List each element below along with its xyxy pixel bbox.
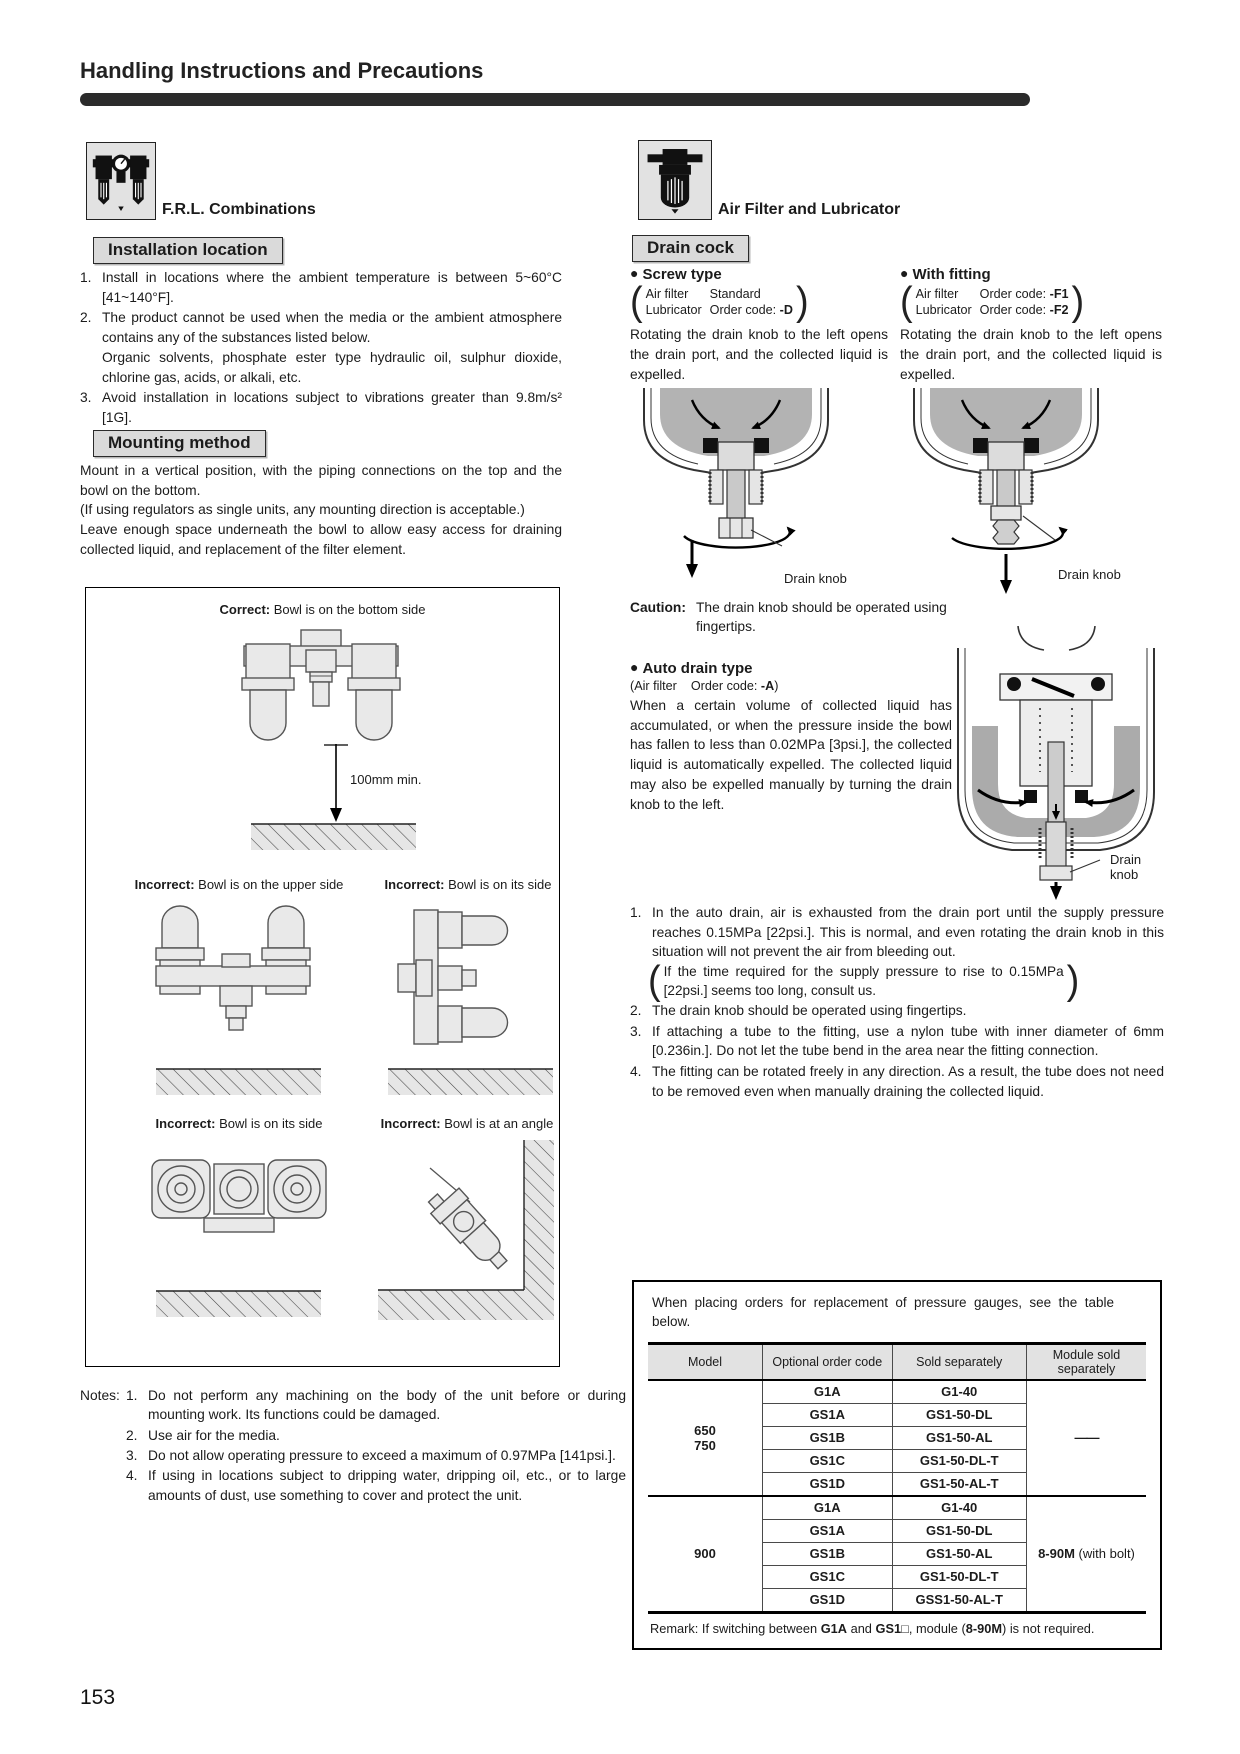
installation-location-heading: Installation location [93, 237, 283, 264]
note-item [630, 1062, 1164, 1101]
frl-upside-down-illustration [134, 904, 344, 1052]
floor-hatch [156, 1068, 321, 1095]
note-number: 4. [630, 1064, 642, 1079]
part-cell: GS1-50-AL [892, 1542, 1026, 1565]
gauge-replacement-box [632, 1280, 1162, 1650]
figure-caption-incorrect-side: Incorrect: Bowl is on its side [384, 877, 552, 892]
module-cell: —— [1026, 1380, 1146, 1496]
screw-order-codes: ( Air filter Standard Lubricator Order code: -D ) [630, 279, 809, 325]
part-cell: GSS1-50-AL-T [892, 1588, 1026, 1612]
column-header-model: Model [648, 1343, 763, 1380]
note-item [126, 1386, 626, 1425]
with-fitting-block [900, 266, 1162, 600]
note-text: In the auto drain, air is exhausted from the drain port until the supply pressure reaches 0.15MPa [22psi.]. This is normal, and even rotating the drain knob in this situation will not prevent the air from bleeding out. [652, 905, 1164, 960]
column-header-sold-separately: Sold separately [892, 1343, 1026, 1380]
drain-knob-callout: Drain knob [1058, 567, 1121, 582]
paragraph: (If using regulators as single units, any mounting direction is acceptable.) [80, 502, 525, 518]
table-row [648, 1496, 1146, 1520]
code-cell: GS1D [763, 1588, 892, 1612]
frl-combinations-icon [86, 142, 156, 220]
page-title: Handling Instructions and Precautions [80, 58, 484, 83]
part-cell: GS1-50-AL-T [892, 1472, 1026, 1496]
part-cell: GS1-50-DL-T [892, 1565, 1026, 1588]
note-number: 3. [630, 1023, 642, 1039]
auto-drain-label: ● Auto drain type [630, 659, 753, 677]
floor-hatch [251, 823, 416, 850]
note-number: 1. [126, 1388, 138, 1403]
dimension-label: 100mm min. [350, 772, 422, 787]
air-filter-section-header [638, 140, 900, 220]
note-item [630, 903, 1164, 1004]
air-filter-notes [630, 903, 1164, 1102]
item-number: 3. [80, 390, 92, 406]
drain-knob-callout: Drain knob [784, 571, 847, 586]
screw-type-label: ● Screw type [630, 265, 722, 283]
fitting-order-codes: ( Air filter Order code: -F1 Lubricator Order code: -F2 ) [900, 279, 1085, 325]
note-item [126, 1446, 626, 1465]
bullet-icon: ● [630, 265, 639, 281]
note-text: Use air for the media. [148, 1427, 280, 1443]
left-column [80, 0, 626, 1754]
list-item [80, 388, 562, 427]
with-fitting-description: Rotating the drain knob to the left opens the drain port, and the collected liquid is expelled. [900, 327, 1162, 382]
code-cell: GS1B [763, 1426, 892, 1449]
paren-close: ) [795, 279, 809, 325]
column-header-order-code: Optional order code [763, 1343, 892, 1380]
note-number: 3. [126, 1447, 138, 1463]
code-cell: GS1C [763, 1565, 892, 1588]
floor-hatch [156, 1290, 321, 1317]
code-cell: G1A [763, 1496, 892, 1520]
code-cell: GS1A [763, 1519, 892, 1542]
figure-caption-incorrect-side2: Incorrect: Bowl is on its side [155, 1116, 323, 1131]
page-number: 153 [80, 1686, 116, 1709]
caution-note [630, 598, 960, 637]
drain-cock-heading: Drain cock [632, 235, 749, 262]
code-cell: GS1D [763, 1472, 892, 1496]
note-text: Do not allow operating pressure to exceed a maximum of 0.97MPa [141psi.]. [148, 1447, 616, 1463]
paragraph: Leave enough space underneath the bowl to allow easy access for draining collected liquid, and replacement of the filter element. [80, 522, 562, 557]
code-cell: G1A [763, 1380, 892, 1404]
paragraph: Mount in a vertical position, with the piping connections on the top and the bowl on the bottom. [80, 463, 562, 498]
frl-correct-illustration [206, 626, 436, 744]
module-cell: 8-90M (with bolt) [1026, 1496, 1146, 1613]
note-paren: ( If the time required for the supply pressure to rise to 0.15MPa [22psi.] seems too long, consult us. ) [648, 959, 1080, 1004]
with-fitting-label: ● With fitting [900, 265, 991, 283]
part-cell: GS1-50-DL [892, 1519, 1026, 1542]
mounting-figure-box [85, 587, 560, 1367]
paren-open: ( [900, 279, 913, 325]
note-number: 2. [126, 1427, 138, 1443]
part-cell: GS1-50-DL [892, 1403, 1026, 1426]
note-number: 1. [630, 905, 642, 920]
caution-text: The drain knob should be operated using fingertips. [696, 600, 947, 635]
right-column [630, 0, 1165, 1754]
paren-close: ) [1071, 279, 1085, 325]
item-number: 1. [80, 270, 92, 285]
frl-on-side-illustration [394, 904, 546, 1052]
note-item [630, 1022, 1164, 1061]
figure-caption-incorrect-angle: Incorrect: Bowl is at an angle [380, 1116, 554, 1131]
mounting-paragraphs [80, 461, 562, 560]
item-text: Install in locations where the ambient temperature is between 5~60°C [41~140°F]. [102, 270, 562, 305]
code-cell: GS1B [763, 1542, 892, 1565]
air-filter-section-title: Air Filter and Lubricator [718, 201, 901, 218]
item-text: The product cannot be used when the media or the ambient atmosphere contains any of the substances listed below. [102, 310, 562, 346]
bullet-icon: ● [630, 659, 639, 675]
frl-axial-view-illustration [144, 1150, 334, 1252]
note-text: The drain knob should be operated using fingertips. [652, 1002, 967, 1018]
paren-open: ( [648, 959, 661, 1004]
code-cell: GS1C [763, 1449, 892, 1472]
dimension-arrow [324, 744, 348, 826]
item-text: Avoid installation in locations subject to vibrations greater than 9.8m/s² [1G]. [102, 390, 562, 426]
frl-angled-corner-illustration [378, 1140, 554, 1320]
table-header-row [648, 1343, 1146, 1380]
auto-drain-order-code: (Air filter Order code: -A) [630, 679, 779, 693]
screw-drain-cock-diagram [630, 388, 842, 584]
screw-type-description: Rotating the drain knob to the left opens the drain port, and the collected liquid is expelled. [630, 327, 888, 382]
note-text: If using in locations subject to dripping water, dripping oil, etc., or to large amounts of dust, use something to cover and protect the unit. [148, 1468, 626, 1503]
auto-drain-description: When a certain volume of collected liquid has accumulated, or when the pressure inside the bowl has fallen to less than 0.02MPa [3psi.], the collected liquid is automatically expelled. The collected liquid may also be expelled manually by turning the drain knob to the left. [630, 698, 952, 812]
note-number: 4. [126, 1468, 138, 1484]
list-item [80, 308, 562, 387]
column-header-module: Module sold separately [1026, 1343, 1146, 1380]
table-row [648, 1380, 1146, 1404]
drain-knob-callout: Drain knob [1108, 852, 1165, 882]
table-remark: Remark: If switching between G1A and GS1□, module (8-90M) is not required. [650, 1620, 1095, 1636]
air-filter-icon [638, 140, 712, 220]
figure-caption-incorrect-upper: Incorrect: Bowl is on the upper side [134, 877, 344, 892]
part-cell: G1-40 [892, 1380, 1026, 1404]
bullet-icon: ● [900, 265, 909, 281]
item-subtext: Organic solvents, phosphate ester type hydraulic oil, sulphur dioxide, chlorine gas, acids, or alkali, etc. [102, 349, 562, 385]
paren-open: ( [630, 279, 643, 325]
frl-section-header [86, 142, 316, 220]
note-text: The fitting can be rotated freely in any direction. As a result, the tube does not need to be removed even when manually draining the collected liquid. [652, 1064, 1164, 1099]
paren-close: ) [1066, 959, 1080, 1004]
note-item [126, 1426, 626, 1445]
mounting-method-heading: Mounting method [93, 430, 266, 457]
code-cell: GS1A [763, 1403, 892, 1426]
notes-label: Notes: [80, 1388, 120, 1403]
screw-type-block [630, 266, 888, 584]
note-text: Do not perform any machining on the body of the unit before or during mounting work. Its functions could be damaged. [148, 1388, 626, 1423]
note-item [630, 1001, 1164, 1021]
item-number: 2. [80, 310, 92, 326]
figure-caption-correct: Correct: Bowl is on the bottom side [219, 602, 426, 617]
gauge-table-intro: When placing orders for replacement of pressure gauges, see the table below. [652, 1295, 1114, 1329]
part-cell: GS1-50-AL [892, 1426, 1026, 1449]
gauge-table [648, 1342, 1146, 1614]
frl-section-title: F.R.L. Combinations [162, 201, 316, 218]
note-text: If attaching a tube to the fitting, use a nylon tube with inner diameter of 6mm [0.236in.]. Do not let the tube bend in the area near the fitting connection. [652, 1023, 1164, 1059]
part-cell: G1-40 [892, 1496, 1026, 1520]
note-item [126, 1466, 626, 1505]
auto-drain-block [630, 660, 952, 814]
list-item [80, 268, 562, 307]
caution-label: Caution: [630, 600, 686, 615]
note-number: 2. [630, 1002, 642, 1018]
frl-notes [80, 1386, 626, 1505]
installation-list [80, 268, 562, 429]
floor-hatch [388, 1068, 553, 1095]
part-cell: GS1-50-DL-T [892, 1449, 1026, 1472]
model-cell: 900 [648, 1496, 763, 1613]
model-cell: 650 750 [648, 1380, 763, 1496]
